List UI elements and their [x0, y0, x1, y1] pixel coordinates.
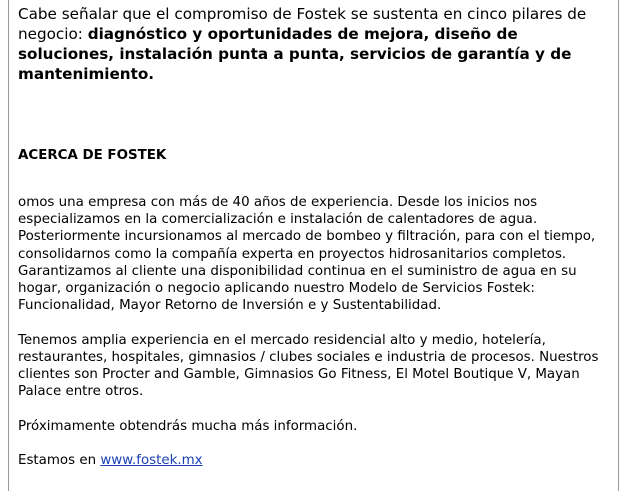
paragraph-spacer	[18, 435, 613, 452]
about-body	[18, 194, 613, 469]
about-p1-line-1: omos una empresa con más de 40 años de experiencia. Desde los inicios nos	[18, 195, 538, 210]
about-p1-line-7: Funcionalidad, Mayor Retorno de Inversión e y Sustentabilidad.	[18, 298, 442, 314]
about-p1-line-3: Posteriormente incursionamos al mercado de bombeo y filtración, para con el tiempo,	[18, 229, 596, 245]
about-paragraph-3: Próximamente obtendrás mucha más información.	[18, 418, 358, 434]
about-footer	[18, 452, 613, 469]
intro-paragraph	[18, 4, 608, 84]
about-p1-line-6: hogar, organización o negocio aplicando nuestro Modelo de Servicios Fostek:	[18, 281, 535, 297]
footer-prefix: Estamos en	[18, 453, 101, 468]
about-p1-line-2: especializamos en la comercialización e instalación de calentadores de agua.	[18, 212, 538, 228]
about-p2-line-3: clientes son Procter and Gamble, Gimnasios Go Fitness, El Motel Boutique V, Mayan	[18, 367, 580, 383]
paragraph-spacer	[18, 400, 613, 417]
about-p2-line-2: restaurantes, hospitales, gimnasios / clubes sociales e industria de procesos. Nuestros	[18, 349, 599, 365]
about-p2-line-4: Palace entre otros.	[18, 384, 144, 400]
about-p1-line-5: Garantizamos al cliente una disponibilidad continua en el suministro de agua en su	[18, 263, 577, 279]
intro-text: Cabe señalar que el compromiso de Fostek se sustenta en cinco pilares de negocio:	[18, 5, 587, 43]
fostek-website-link[interactable]: www.fostek.mx	[100, 453, 203, 468]
intro-pillars-text: diagnóstico y oportunidades de mejora, diseño de soluciones, instalación punta a punta, servicios de garantía y de mantenimiento.	[18, 25, 572, 83]
about-paragraph-2	[18, 332, 613, 401]
about-p1-line-4: consolidarnos como la compañía experta en proyectos hidrosanitarios completos.	[18, 246, 567, 262]
about-heading: ACERCA DE FOSTEK	[18, 148, 167, 163]
about-p2-line-1: Tenemos amplia experiencia en el mercado residencial alto y medio, hotelería,	[18, 332, 546, 348]
about-paragraph-1	[18, 194, 613, 314]
paragraph-spacer	[18, 314, 613, 331]
